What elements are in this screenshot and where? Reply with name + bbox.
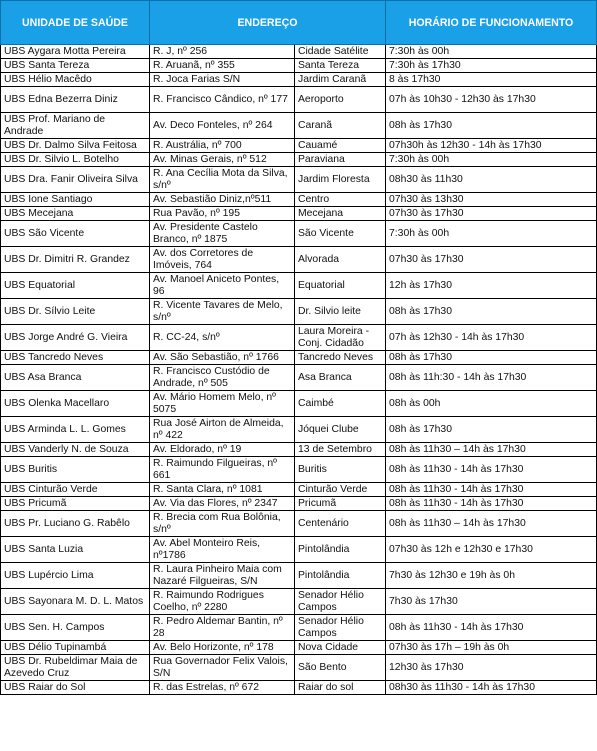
table-row — [1, 537, 597, 563]
cell-unidade: UBS Arminda L. L. Gomes — [1, 417, 150, 443]
cell-unidade: UBS Sen. H. Campos — [1, 615, 150, 641]
table-row — [1, 563, 597, 589]
cell-bairro: Buritis — [295, 457, 386, 483]
cell-bairro: Cauamé — [295, 139, 386, 153]
cell-bairro: Tancredo Neves — [295, 351, 386, 365]
cell-horario: 7:30h às 00h — [386, 221, 597, 247]
cell-bairro: Paraviana — [295, 153, 386, 167]
table-row — [1, 273, 597, 299]
table-row — [1, 87, 597, 113]
cell-unidade: UBS Dra. Fanir Oliveira Silva — [1, 167, 150, 193]
cell-endereco: R. Ana Cecília Mota da Silva, s/nº — [150, 167, 295, 193]
cell-bairro: Cidade Satélite — [295, 45, 386, 59]
cell-unidade: UBS Prof. Mariano de Andrade — [1, 113, 150, 139]
table-row — [1, 45, 597, 59]
cell-bairro: Pricumã — [295, 497, 386, 511]
cell-bairro: Centenário — [295, 511, 386, 537]
cell-unidade: UBS Délio Tupinambá — [1, 641, 150, 655]
cell-bairro: Santa Tereza — [295, 59, 386, 73]
cell-unidade: UBS Olenka Macellaro — [1, 391, 150, 417]
cell-horario: 7h30 às 17h30 — [386, 589, 597, 615]
cell-horario: 08h às 00h — [386, 391, 597, 417]
cell-bairro: Asa Branca — [295, 365, 386, 391]
table-row — [1, 299, 597, 325]
table-row — [1, 153, 597, 167]
cell-bairro: Jardim Floresta — [295, 167, 386, 193]
cell-endereco: R. CC-24, s/nº — [150, 325, 295, 351]
table-row — [1, 113, 597, 139]
table-row — [1, 681, 597, 695]
cell-unidade: UBS Aygara Motta Pereira — [1, 45, 150, 59]
cell-bairro: Caranã — [295, 113, 386, 139]
cell-horario: 08h às 17h30 — [386, 417, 597, 443]
cell-horario: 08h às 11h30 - 14h às 17h30 — [386, 615, 597, 641]
table-row — [1, 589, 597, 615]
table-body — [1, 45, 597, 695]
cell-endereco: R. Austrália, nº 700 — [150, 139, 295, 153]
cell-horario: 7:30h às 17h30 — [386, 59, 597, 73]
table-row — [1, 443, 597, 457]
cell-endereco: R. Francisco Cândico, nº 177 — [150, 87, 295, 113]
table-row — [1, 655, 597, 681]
cell-unidade: UBS Equatorial — [1, 273, 150, 299]
cell-unidade: UBS Tancredo Neves — [1, 351, 150, 365]
cell-endereco: R. Raimundo Filgueiras, nº 661 — [150, 457, 295, 483]
cell-endereco: Rua Governador Felix Valois, S/N — [150, 655, 295, 681]
cell-bairro: Jóquei Clube — [295, 417, 386, 443]
cell-endereco: Av. Presidente Castelo Branco, nº 1875 — [150, 221, 295, 247]
cell-unidade: UBS Vanderly N. de Souza — [1, 443, 150, 457]
cell-bairro: Pintolândia — [295, 537, 386, 563]
cell-unidade: UBS São Vicente — [1, 221, 150, 247]
cell-bairro: Alvorada — [295, 247, 386, 273]
cell-horario: 07h30h às 12h30 - 14h às 17h30 — [386, 139, 597, 153]
cell-endereco: Av. Minas Gerais, nº 512 — [150, 153, 295, 167]
cell-horario: 08h às 11h30 - 14h às 17h30 — [386, 483, 597, 497]
cell-horario: 8 às 17h30 — [386, 73, 597, 87]
cell-endereco: R. Aruanã, nº 355 — [150, 59, 295, 73]
cell-horario: 07h30 às 17h – 19h às 0h — [386, 641, 597, 655]
cell-horario: 08h às 11h30 - 14h às 17h30 — [386, 457, 597, 483]
cell-bairro: Senador Hélio Campos — [295, 589, 386, 615]
table-row — [1, 193, 597, 207]
cell-unidade: UBS Buritis — [1, 457, 150, 483]
cell-endereco: R. Pedro Aldemar Bantin, nº 28 — [150, 615, 295, 641]
cell-horario: 08h às 11h30 – 14h às 17h30 — [386, 511, 597, 537]
cell-horario: 07h às 10h30 - 12h30 às 17h30 — [386, 87, 597, 113]
table-row — [1, 391, 597, 417]
cell-bairro: Caimbé — [295, 391, 386, 417]
cell-bairro: Raiar do sol — [295, 681, 386, 695]
cell-bairro: Pintolândia — [295, 563, 386, 589]
cell-endereco: R. Joca Farias S/N — [150, 73, 295, 87]
table-row — [1, 247, 597, 273]
cell-unidade: UBS Asa Branca — [1, 365, 150, 391]
cell-unidade: UBS Dr. Sílvio Leite — [1, 299, 150, 325]
cell-unidade: UBS Raiar do Sol — [1, 681, 150, 695]
cell-endereco: Rua José Airton de Almeida, nº 422 — [150, 417, 295, 443]
cell-horario: 08h30 às 11h30 — [386, 167, 597, 193]
header-horario: HORÁRIO DE FUNCIONAMENTO — [386, 1, 597, 45]
cell-horario: 08h às 11h:30 - 14h às 17h30 — [386, 365, 597, 391]
header-endereco: ENDEREÇO — [150, 1, 386, 45]
cell-endereco: R. Brecia com Rua Bolônia, s/nº — [150, 511, 295, 537]
cell-bairro: Laura Moreira - Conj. Cidadão — [295, 325, 386, 351]
cell-bairro: Cinturão Verde — [295, 483, 386, 497]
cell-bairro: Jardim Caranã — [295, 73, 386, 87]
cell-horario: 07h30 às 12h e 12h30 e 17h30 — [386, 537, 597, 563]
table-header-row — [1, 1, 597, 45]
cell-bairro: São Bento — [295, 655, 386, 681]
cell-endereco: Av. Deco Fonteles, nº 264 — [150, 113, 295, 139]
cell-endereco: Av. Sebastião Diniz,nº511 — [150, 193, 295, 207]
table-row — [1, 497, 597, 511]
cell-endereco: Av. Abel Monteiro Reis, nº1786 — [150, 537, 295, 563]
cell-endereco: Av. Belo Horizonte, nº 178 — [150, 641, 295, 655]
cell-unidade: UBS Lupércio Lima — [1, 563, 150, 589]
cell-unidade: UBS Dr. Dalmo Silva Feitosa — [1, 139, 150, 153]
cell-horario: 07h30 às 17h30 — [386, 247, 597, 273]
cell-horario: 08h30 às 11h30 - 14h às 17h30 — [386, 681, 597, 695]
cell-unidade: UBS Hélio Macêdo — [1, 73, 150, 87]
cell-unidade: UBS Ione Santiago — [1, 193, 150, 207]
table-row — [1, 641, 597, 655]
cell-endereco: Av. Manoel Aniceto Pontes, 96 — [150, 273, 295, 299]
table-row — [1, 59, 597, 73]
cell-unidade: UBS Dr. Rubeldimar Maia de Azevedo Cruz — [1, 655, 150, 681]
cell-unidade: UBS Edna Bezerra Diniz — [1, 87, 150, 113]
table-row — [1, 221, 597, 247]
cell-horario: 7h30 às 12h30 e 19h às 0h — [386, 563, 597, 589]
cell-unidade: UBS Pricumã — [1, 497, 150, 511]
cell-unidade: UBS Santa Tereza — [1, 59, 150, 73]
table-row — [1, 457, 597, 483]
cell-horario: 12h30 às 17h30 — [386, 655, 597, 681]
table-row — [1, 351, 597, 365]
header-unidade: UNIDADE DE SAÚDE — [1, 1, 150, 45]
table-row — [1, 417, 597, 443]
cell-endereco: R. Santa Clara, nº 1081 — [150, 483, 295, 497]
table-row — [1, 365, 597, 391]
cell-horario: 7:30h às 00h — [386, 45, 597, 59]
cell-endereco: Rua Pavão, nº 195 — [150, 207, 295, 221]
cell-horario: 08h às 11h30 – 14h às 17h30 — [386, 443, 597, 457]
cell-horario: 12h às 17h30 — [386, 273, 597, 299]
table-row — [1, 139, 597, 153]
cell-endereco: Av. Eldorado, nº 19 — [150, 443, 295, 457]
cell-unidade: UBS Cinturão Verde — [1, 483, 150, 497]
cell-unidade: UBS Jorge André G. Vieira — [1, 325, 150, 351]
cell-endereco: R. das Estrelas, nº 672 — [150, 681, 295, 695]
cell-endereco: R. J, nº 256 — [150, 45, 295, 59]
cell-bairro: Mecejana — [295, 207, 386, 221]
cell-horario: 07h30 às 17h30 — [386, 207, 597, 221]
table-row — [1, 615, 597, 641]
table-row — [1, 73, 597, 87]
cell-unidade: UBS Dr. Dimitri R. Grandez — [1, 247, 150, 273]
cell-horario: 08h às 11h30 - 14h às 17h30 — [386, 497, 597, 511]
table-row — [1, 207, 597, 221]
cell-unidade: UBS Sayonara M. D. L. Matos — [1, 589, 150, 615]
cell-bairro: Dr. Silvio leite — [295, 299, 386, 325]
cell-endereco: R. Vicente Tavares de Melo, s/nº — [150, 299, 295, 325]
cell-endereco: R. Laura Pinheiro Maia com Nazaré Filgueiras, S/N — [150, 563, 295, 589]
cell-endereco: R. Raimundo Rodrigues Coelho, nº 2280 — [150, 589, 295, 615]
cell-endereco: Av. São Sebastião, nº 1766 — [150, 351, 295, 365]
cell-bairro: Centro — [295, 193, 386, 207]
cell-endereco: Av. Mário Homem Melo, nº 5075 — [150, 391, 295, 417]
cell-horario: 07h às 12h30 - 14h às 17h30 — [386, 325, 597, 351]
cell-horario: 7:30h às 00h — [386, 153, 597, 167]
cell-bairro: Senador Hélio Campos — [295, 615, 386, 641]
cell-bairro: Aeroporto — [295, 87, 386, 113]
cell-unidade: UBS Dr. Silvio L. Botelho — [1, 153, 150, 167]
cell-horario: 08h às 17h30 — [386, 113, 597, 139]
cell-horario: 08h às 17h30 — [386, 299, 597, 325]
cell-endereco: R. Francisco Custódio de Andrade, nº 505 — [150, 365, 295, 391]
cell-endereco: Av. dos Corretores de Imóveis, 764 — [150, 247, 295, 273]
cell-unidade: UBS Pr. Luciano G. Rabêlo — [1, 511, 150, 537]
cell-bairro: Equatorial — [295, 273, 386, 299]
cell-unidade: UBS Santa Luzia — [1, 537, 150, 563]
table-row — [1, 167, 597, 193]
cell-bairro: Nova Cidade — [295, 641, 386, 655]
cell-endereco: Av. Via das Flores, nº 2347 — [150, 497, 295, 511]
table-row — [1, 511, 597, 537]
cell-horario: 08h às 17h30 — [386, 351, 597, 365]
cell-bairro: 13 de Setembro — [295, 443, 386, 457]
cell-bairro: São Vicente — [295, 221, 386, 247]
table-row — [1, 325, 597, 351]
cell-horario: 07h30 às 13h30 — [386, 193, 597, 207]
cell-unidade: UBS Mecejana — [1, 207, 150, 221]
table-row — [1, 483, 597, 497]
